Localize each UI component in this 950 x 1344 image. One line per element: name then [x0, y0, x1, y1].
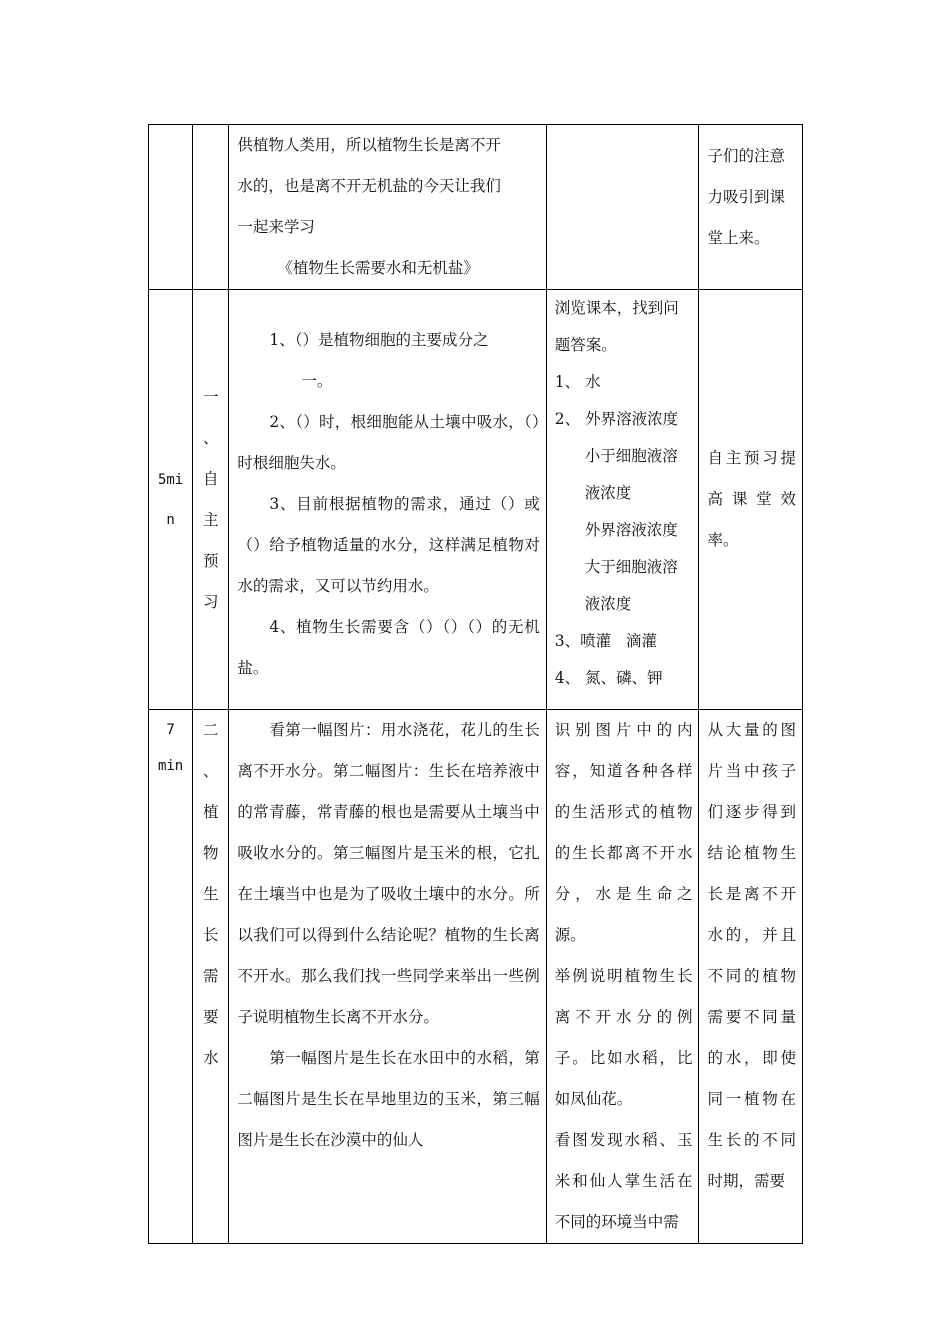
intent-line: 堂上来。 [707, 229, 770, 247]
lesson-plan-table [148, 124, 803, 1244]
intent-cell [699, 290, 803, 710]
question-2: 2、（）时，根细胞能从土壤中吸水，（）时根细胞失水。 [237, 413, 540, 472]
stage-char: 主 [203, 510, 219, 529]
intent-line: 力吸引到课 [707, 188, 785, 206]
time-cell [149, 290, 193, 710]
stage-char: 、 [203, 428, 219, 447]
question-1-cont: 一。 [301, 372, 333, 390]
stage-char: 自 [203, 469, 219, 488]
student-line: 外界溶液浓度 [584, 521, 678, 539]
stage-char: 、 [203, 762, 219, 780]
stage-char: 一 [203, 387, 219, 406]
question-3: 3、目前根据植物的需求，通过（）或（）给予植物适量的水分，这样满足植物对水的需求，又可以节约用水。 [237, 495, 540, 595]
question-1: 1、（）是植物细胞的主要成分之 [269, 331, 489, 349]
content-line: 一起来学习 [237, 218, 315, 236]
student-line: 1、 水 [554, 373, 601, 391]
teacher-content-cell [229, 710, 546, 1244]
teacher-content-cell [229, 125, 546, 290]
stage-char: 习 [203, 592, 219, 611]
intent-line: 子们的注意 [707, 147, 785, 165]
lesson-title: 《植物生长需要水和无机盐》 [277, 259, 479, 277]
student-activity-cell [546, 710, 699, 1244]
table-row [149, 125, 803, 290]
student-line: 大于细胞液溶 [584, 558, 678, 576]
student-activity-cell [546, 290, 699, 710]
stage-cell [193, 710, 229, 1244]
time-line: n [166, 511, 175, 528]
teacher-paragraph-1: 看第一幅图片：用水浇花，花儿的生长离不开水分。第二幅图片：生长在培养液中的常青藤，常青藤的根也是需要从土壤当中吸收水分的。第三幅图片是玉米的根，它扎在土壤当中也是为了吸收土壤中的水分。所以我们可以得到什么结论呢？植物的生长离不开水。那么我们找一些同学来举出一些例子说明植物生长离不开水分。 [237, 721, 540, 1026]
table-row [149, 290, 803, 710]
student-line: 题答案。 [554, 336, 617, 354]
content-line: 水的，也是离不开无机盐的今天让我们 [237, 177, 501, 195]
stage-cell [193, 125, 229, 290]
stage-cell [193, 290, 229, 710]
stage-char: 物 [203, 844, 219, 862]
time-line: 7 [166, 722, 175, 738]
student-line: 液浓度 [584, 484, 632, 502]
stage-char: 要 [203, 1008, 219, 1026]
student-paragraph-3: 看图发现水稻、玉米和仙人掌生活在不同的环境当中需 [554, 1131, 693, 1231]
intent-cell [699, 710, 803, 1244]
student-line: 液浓度 [584, 595, 632, 613]
time-line: min [157, 758, 184, 774]
time-line: 5mi [157, 471, 184, 488]
student-line: 2、 外界溶液浓度 [554, 410, 679, 428]
student-line: 3、喷灌 滴灌 [554, 632, 657, 650]
intent-cell [699, 125, 803, 290]
stage-char: 预 [203, 551, 219, 570]
content-line: 供植物人类用，所以植物生长是离不开 [237, 136, 501, 154]
student-paragraph-1: 识别图片中的内容，知道各种各样的生活形式的植物的生长都离不开水分，水是生命之源。 [554, 721, 693, 944]
stage-char: 需 [203, 967, 219, 985]
question-4: 4、植物生长需要含（）（）（）的无机盐。 [237, 618, 540, 677]
student-activity-cell [546, 125, 699, 290]
intent-text: 自主预习提高课堂效率。 [707, 449, 796, 549]
time-cell [149, 125, 193, 290]
student-line: 小于细胞液溶 [584, 447, 678, 465]
stage-char: 二 [203, 721, 219, 739]
student-line: 浏览课本，找到问 [554, 299, 679, 317]
time-cell [149, 710, 193, 1244]
stage-char: 生 [203, 885, 219, 903]
intent-text: 从大量的图片当中孩子们逐步得到结论植物生长是离不开水的，并且不同的植物需要不同量的水，即使同一植物在生长的不同时期，需要 [707, 721, 796, 1190]
stage-char: 水 [203, 1049, 219, 1067]
student-line: 4、 氮、磷、钾 [554, 669, 663, 687]
stage-char: 植 [203, 803, 219, 821]
stage-char: 长 [203, 926, 219, 944]
teacher-content-cell [229, 290, 546, 710]
teacher-paragraph-2: 第一幅图片是生长在水田中的水稻，第二幅图片是生长在旱地里边的玉米，第三幅图片是生长在沙漠中的仙人 [237, 1049, 540, 1149]
student-paragraph-2: 举例说明植物生长离不开水分的例子。比如水稻，比如凤仙花。 [554, 967, 693, 1108]
table-row [149, 710, 803, 1244]
